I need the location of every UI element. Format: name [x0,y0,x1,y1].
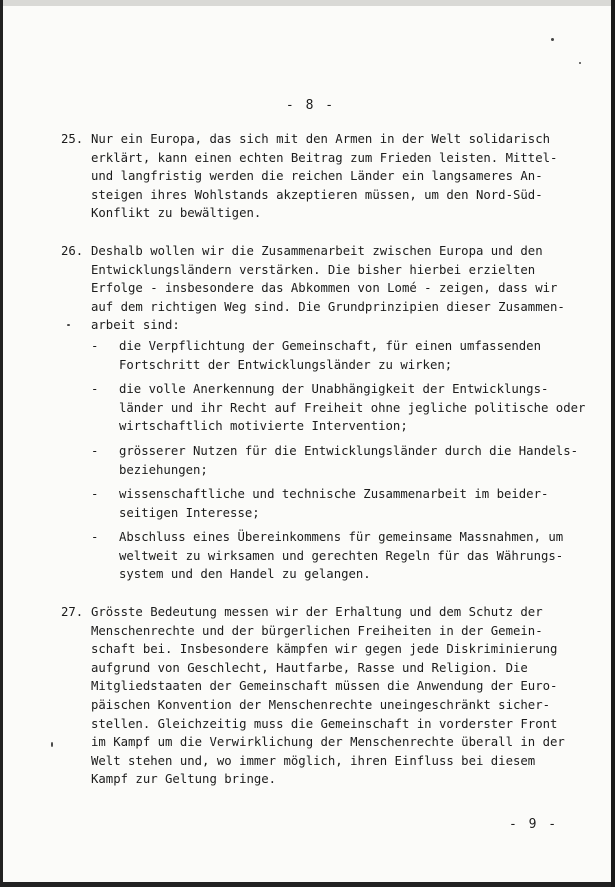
list-item [91,337,581,374]
text-line: im Kampf um die Verwirklichung der Menschenrechte überall in der [91,735,565,750]
text-line: die volle Anerkennung der Unabhängigkeit der Entwicklungs- [119,382,549,397]
list-dash: - [91,443,99,458]
text-line: system und den Handel zu gelangen. [119,567,371,582]
text-line: Erfolge - insbesondere das Abkommen von Lomé - zeigen, dass wir [91,281,558,296]
text-line: beziehungen; [119,462,208,477]
scan-bottom-edge [3,882,611,887]
text-line: grösserer Nutzen für die Entwicklungsländer durch die Handels- [119,443,579,458]
text-line: Entwicklungsländern verstärken. Die bisher hierbei erzielten [91,262,536,277]
text-line: und langfristig werden die reichen Länder ein langsameres An- [91,169,543,184]
scan-speck [579,62,581,64]
scan-speck [51,742,53,747]
document-body [61,130,586,789]
list-dash: - [91,487,99,502]
paragraph-number: 27. [61,605,84,620]
scan-speck [67,324,70,326]
text-line: Grösste Bedeutung messen wir der Erhaltung und dem Schutz der [91,605,543,620]
text-line: arbeit sind: [91,318,180,333]
text-line: Welt stehen und, wo immer möglich, ihren Einfluss bei diesem [91,753,536,768]
paragraph-number: 26. [61,243,84,258]
text-line: päischen Konvention der Menschenrechte uneingeschränkt sicher- [91,698,551,713]
text-line: schaft bei. Insbesondere kämpfen wir gegen jede Diskriminierung [91,642,558,657]
next-page-indicator: - 9 - [509,817,559,832]
text-line: wirtschaftlich motivierte Intervention; [119,419,408,434]
list-item [91,442,581,479]
text-line: die Verpflichtung der Gemeinschaft, für einen umfassenden [119,338,541,353]
text-line: auf dem richtigen Weg sind. Die Grundprinzipien dieser Zusammen- [91,299,565,314]
list-dash: - [91,338,99,353]
paragraph-26 [61,242,586,584]
text-line: aufgrund von Geschlecht, Hautfarbe, Rasse und Religion. Die [91,660,528,675]
text-line: Menschenrechte und der bürgerlichen Freiheiten in der Gemein- [91,623,543,638]
text-line: Deshalb wollen wir die Zusammenarbeit zwischen Europa und den [91,243,543,258]
list-dash: - [91,382,99,397]
scan-speck [551,38,554,41]
text-line: wissenschaftliche und technische Zusammenarbeit im beider- [119,487,549,502]
text-line: Nur ein Europa, das sich mit den Armen in der Welt solidarisch [91,132,551,146]
text-line: Kampf zur Geltung bringe. [91,772,277,787]
paragraph-number: 25. [61,132,84,146]
paragraph-25 [61,130,581,223]
text-line: Mitgliedstaaten der Gemeinschaft müssen die Anwendung der Euro- [91,679,558,694]
scan-top-edge [3,0,611,6]
text-line: Konflikt zu bewältigen. [91,206,262,221]
list-dash: - [91,530,99,545]
text-line: erklärt, kann einen echten Beitrag zum Frieden leisten. Mittel- [91,150,558,165]
list-item [91,485,581,522]
text-line: stellen. Gleichzeitig muss die Gemeinschaft in vorderster Front [91,716,558,731]
text-line: Abschluss eines Übereinkommens für gemeinsame Massnahmen, um [119,530,564,545]
paragraph-27 [61,603,581,789]
page-number: - 8 - [285,98,336,113]
text-line: Fortschritt der Entwicklungsländer zu wirken; [119,357,453,372]
text-line: seitigen Interesse; [119,505,260,520]
list-item [91,380,586,436]
text-line: weltweit zu wirksamen und gerechten Regeln für das Währungs- [119,548,564,563]
list-item [91,528,581,584]
text-line: steigen ihres Wohlstands akzeptieren müssen, um den Nord-Süd- [91,187,543,202]
text-line: länder und ihr Recht auf Freiheit ohne jegliche politische oder [119,400,586,415]
